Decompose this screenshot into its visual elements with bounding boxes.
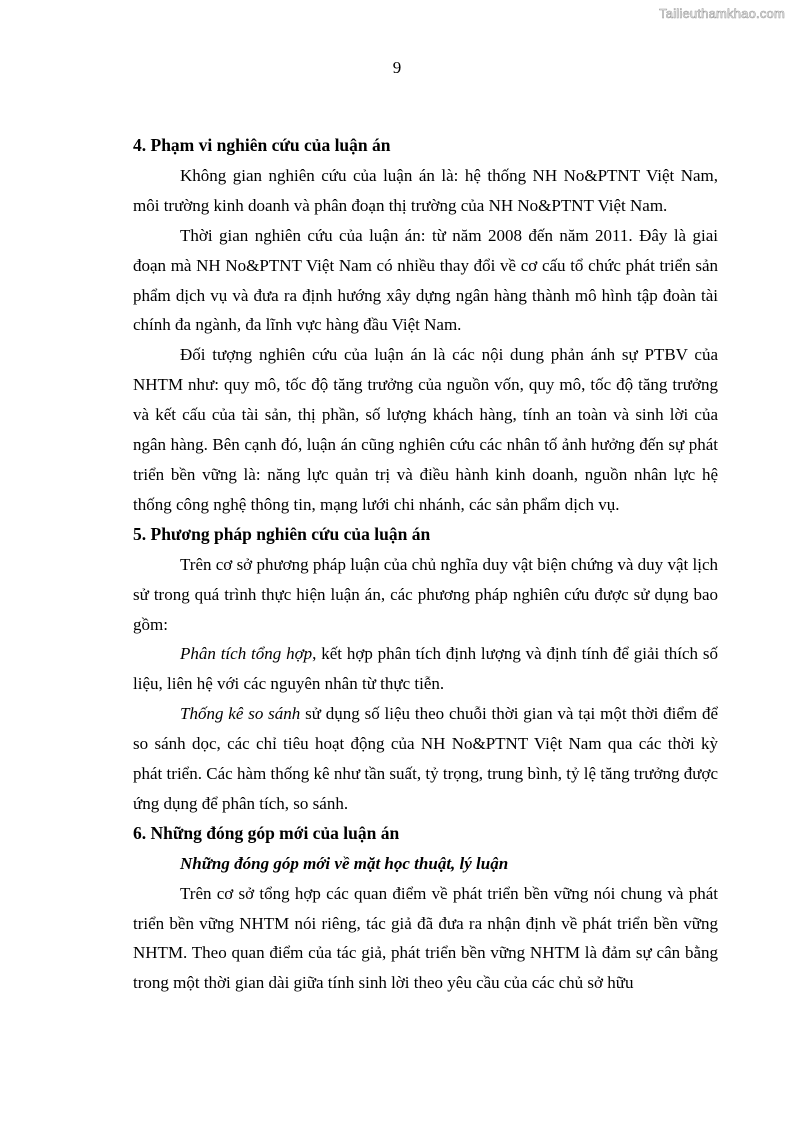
method-analysis-term: Phân tích tổng hợp [180, 644, 313, 664]
method-statistics-text: sử dụng số liệu theo chuỗi thời gian và tại một thời điểm để so sánh dọc, các chỉ tiêu hoạt động của NH No&PTNT Việt Nam qua các thời kỳ phát triển. Các hàm thống kê như tần suất, tỷ trọng, trung bình, tỷ lệ tăng trưởng được ứng dụng để phân tích, so sánh. [133, 704, 718, 813]
section-4-paragraph-3: Đối tượng nghiên cứu của luận án là các nội dung phản ánh sự PTBV của NHTM như: quy mô, tốc độ tăng trưởng của nguồn vốn, quy mô, tốc độ tăng trưởng và kết cấu của tài sản, thị phần, số lượng khách hàng, tính an toàn và sinh lời của ngân hàng. Bên cạnh đó, luận án cũng nghiên cứu các nhân tố ảnh hưởng đến sự phát triển bền vững là: năng lực quản trị và điều hành kinh doanh, nguồn nhân lực hệ thống công nghệ thông tin, mạng lưới chi nhánh, các sản phẩm dịch vụ. [133, 345, 718, 514]
section-5-paragraph-3 [133, 699, 718, 819]
section-5-heading: 5. Phương pháp nghiên cứu của luận án [133, 523, 431, 544]
section-6-heading: 6. Những đóng góp mới của luận án [133, 822, 400, 843]
section-6-subheading: Những đóng góp mới về mặt học thuật, lý luận [180, 853, 509, 873]
section-6-paragraph-1: Trên cơ sở tổng hợp các quan điểm về phát triển bền vững nói chung và phát triển bền vững NHTM nói riêng, tác giả đã đưa ra nhận định về phát triển bền vững NHTM. Theo quan điểm của tác giả, phát triển bền vững NHTM là đảm sự cân bằng trong một thời gian dài giữa tính sinh lời theo yêu cầu của các chủ sở hữu [133, 883, 718, 993]
section-4-paragraph-1: Không gian nghiên cứu của luận án là: hệ thống NH No&PTNT Việt Nam, môi trường kinh doanh và phân đoạn thị trường của NH No&PTNT Việt Nam. [133, 165, 718, 215]
page-number: 9 [392, 58, 402, 77]
section-5-paragraph-1: Trên cơ sở phương pháp luận của chủ nghĩa duy vật biện chứng và duy vật lịch sử trong quá trình thực hiện luận án, các phương pháp nghiên cứu được sử dụng bao gồm: [133, 554, 718, 634]
method-statistics-term: Thống kê so sánh [180, 704, 301, 724]
section-5-paragraph-2 [133, 639, 718, 699]
section-4-heading: 4. Phạm vi nghiên cứu của luận án [133, 135, 391, 155]
section-4-paragraph-2: Thời gian nghiên cứu của luận án: từ năm 2008 đến năm 2011. Đây là giai đoạn mà NH No&PTNT Việt Nam có nhiều thay đổi về cơ cấu tổ chức phát triển sản phẩm dịch vụ và đưa ra định hướng xây dựng ngân hàng thành mô hình tập đoàn tài chính đa ngành, đa lĩnh vực hàng đầu Việt Nam. [133, 225, 718, 335]
method-analysis-text: , kết hợp phân tích định lượng và định tính để giải thích số liệu, liên hệ với các nguyên nhân từ thực tiễn. [133, 644, 719, 694]
watermark: Tailieuthamkhao.com [659, 6, 785, 21]
document-body [133, 131, 718, 998]
